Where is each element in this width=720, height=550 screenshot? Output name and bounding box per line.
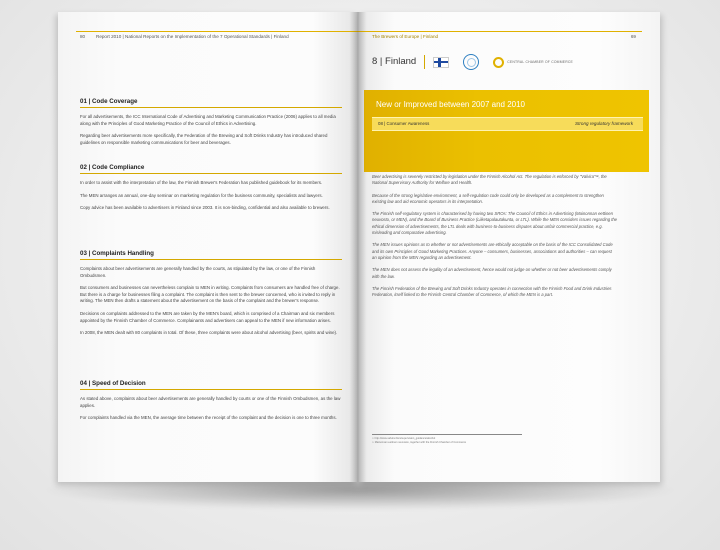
chamber-name: CENTRAL CHAMBER OF COMMERCE (507, 60, 573, 64)
section-heading: 03 | Complaints Handling (80, 250, 342, 260)
paragraph: The Finnish Federation of the Brewing and Soft Drinks Industry operates in connection with the Finnish Food and Drink Industries Federation, itself linked to the Finnish Central Chamber of Commerce, of which the MEN is a part. (372, 285, 612, 298)
highlight-row-value: Strong regulatory framework (575, 121, 633, 126)
highlight-row (372, 117, 643, 131)
paragraph: Decisions on complaints addressed to the MEN are taken by the MEN's board, which is comprised of a Chairman and six members appointed by the Finnish Chamber of Commerce. Complainants and advertisers can appeal to the MEN if new information arises. (80, 310, 335, 323)
section-heading: 02 | Code Compliance (80, 164, 342, 174)
paragraph: Beer advertising is severely restricted by legislation under the Finnish Alcohol Act. The regulation is enforced by "Valvira"¹⁸, the National Supervisory Authority for Welfare and Health. (372, 174, 607, 186)
footnotes (372, 434, 522, 445)
paragraph: For all advertisements, the ICC International Code of Advertising and Marketing Communication Practice (2006) applies to all media along with the Principles of Good Marketing Practice of the Council of Ethics in Advertising. (80, 114, 336, 126)
section-code-compliance (80, 164, 342, 218)
paragraph: In order to assist with the interpretation of the law, the Finnish Brewer's Federation has published guidebook for its members. (80, 180, 323, 185)
paragraph: As stated above, complaints about beer advertisements are generally handled by courts or one of the Finnish Ombudsmen, as the law applies. (80, 396, 341, 408)
left-page-number: 80 (80, 34, 86, 39)
country-title: 8 | Finland (372, 55, 425, 69)
right-running-title: The Brewers of Europe | Finland (372, 34, 439, 39)
section-heading: 01 | Code Coverage (80, 98, 342, 108)
paragraph: Because of the strong legislative environment, a self-regulation code could only be developed as a complement to strengthen existing law and aid economic operators in its interpretation. (372, 192, 604, 204)
footnote: ¹⁹ Mainonnan eettinen neuvosto, together with the Finnish Chamber of Commerce (372, 441, 467, 444)
section-complaints-handling (80, 250, 342, 343)
highlight-row-label: 08 | Consumer Awareness (378, 121, 430, 126)
section-code-coverage (80, 98, 342, 152)
paragraph: Regarding beer advertisements more specifically, the Federation of the Brewing and Soft Drinks Industry has introduced shared guidelines on responsible marketing communications for beer and beverages. (80, 133, 328, 145)
right-body-text (372, 174, 617, 304)
right-page (358, 12, 660, 482)
men-logo-icon (463, 54, 479, 70)
paragraph: Complaints about beer advertisements are generally handled by the courts, as stipulated by the law, or one of the Finnish Ombudsmen. (80, 266, 316, 278)
finland-flag-icon (433, 57, 449, 68)
section-heading: 04 | Speed of Decision (80, 380, 342, 390)
paragraph: The Finnish self-regulatory system is characterised by having two SROs: The Council of Ethics in Advertising (Mainonnan eettinen neuvosto, or MEN), and the Board of Business Practice (Liiketapalautakunta, or LTL). While the MEN considers issues regarding the ethical dimension of advertisements, the LTL deals with business-to-business disputes about unfair commercial practice, e.g. misleading and comparative advertising. (372, 211, 618, 236)
paragraph: In 2008, the MEN dealt with 80 complaints in total. Of these, three complaints were about alcohol advertising (beer, spirits and wine). (80, 330, 338, 336)
paragraph: The MEN issues opinions as to whether or not advertisements are ethically acceptable on the basis of the ICC Consolidated Code and its own Principles of Good Marketing Practices. Anyone – consumers, businesses, associations and authorities – can request an opinion from the MEN regarding an advertisement. (372, 242, 613, 260)
left-running-title: Report 2010 | National Reports on the Implementation of the 7 Operational Standards | Finland (96, 34, 289, 39)
book-spine-gutter (350, 12, 366, 482)
section-speed-of-decision (80, 380, 342, 428)
paragraph: But consumers and businesses can nevertheless complain to MEN in writing. Complaints from consumers are handled free of charge. But there is a charge for businesses filing a complaint. The complaint is then sent to the brewer concerned, who is invited to reply in writing. The MEN then drafts a statement about the advertisement on the basis of the complaint and the brewer's response. (80, 285, 340, 304)
paragraph: The MEN does not assess the legality of an advertisement, hence would not judge on whether or not beer advertisements comply with the law. (372, 267, 612, 279)
header-rule (76, 31, 358, 32)
paragraph: The MEN arranges an annual, one-day seminar on marketing regulation for the business community, specialists and lawyers. (80, 192, 323, 198)
paragraph: Copy advice has been available to advertisers in Finland since 2003. It is non-binding, confidential and also available to brewers. (80, 205, 330, 211)
chamber-logo-icon (493, 57, 504, 68)
paragraph: For complaints handled via the MEN, the average time between the receipt of the complaint and the decision is one to three months. (80, 415, 337, 421)
highlight-box (364, 90, 649, 172)
highlight-title: New or Improved between 2007 and 2010 (376, 100, 525, 109)
footnote: ¹⁸ http://www.valvira.fi/en/supervision_guidance/alcohol (372, 437, 436, 440)
left-page (58, 12, 358, 482)
country-header (372, 52, 573, 72)
right-page-number: 69 (630, 34, 636, 39)
header-rule (358, 31, 642, 32)
